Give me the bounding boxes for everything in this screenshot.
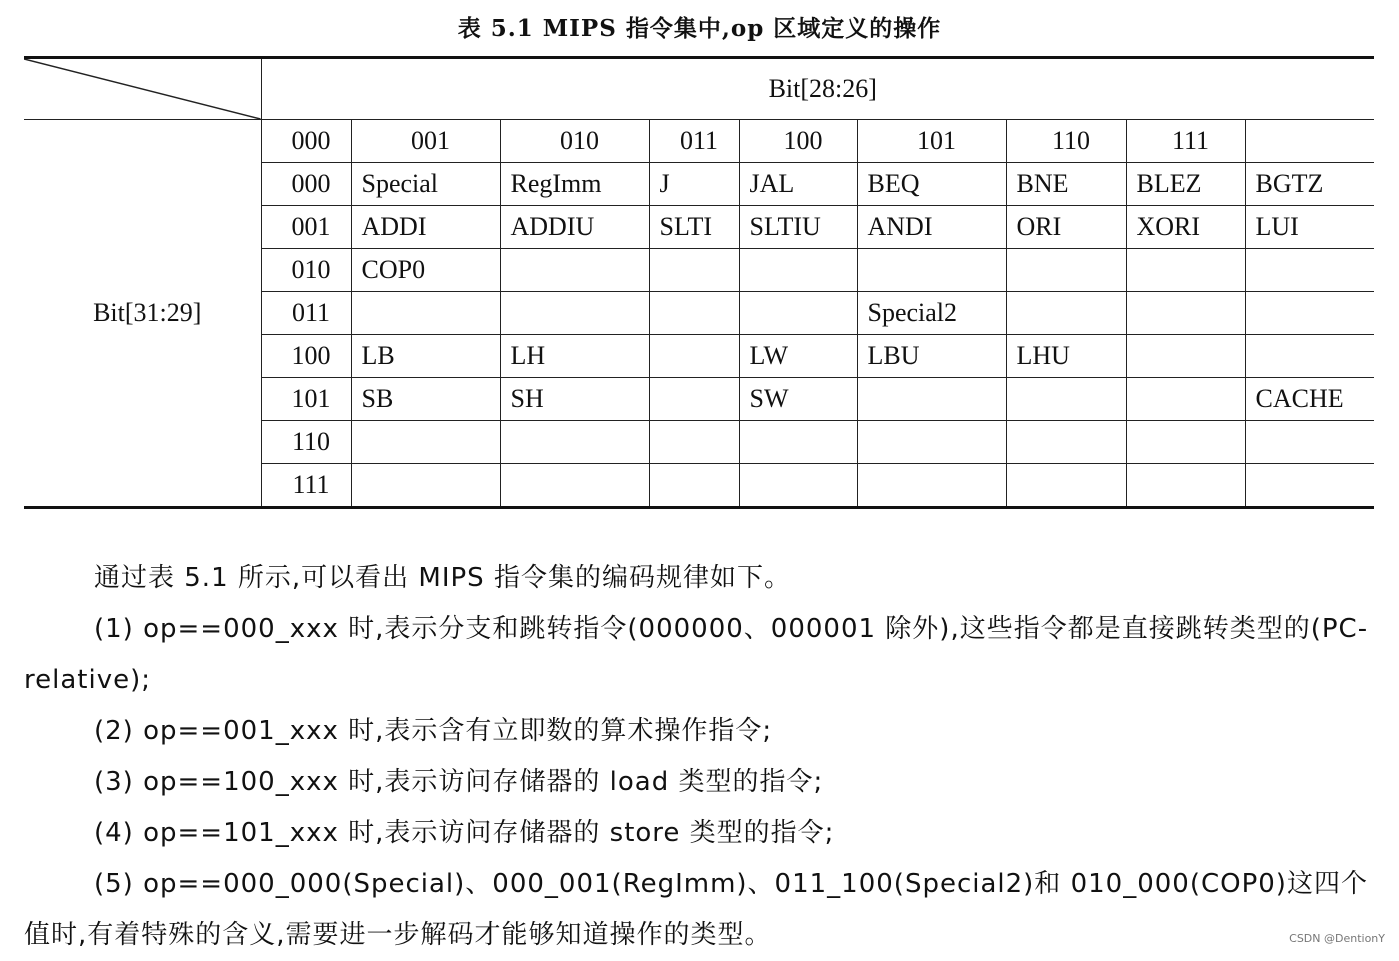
opcode-cell — [500, 421, 649, 464]
column-header: 010 — [500, 120, 649, 163]
column-header: 100 — [739, 120, 857, 163]
opcode-cell — [739, 249, 857, 292]
opcode-cell — [649, 249, 739, 292]
opcode-cell — [857, 464, 1006, 508]
opcode-cell — [857, 378, 1006, 421]
column-header: 111 — [1126, 120, 1245, 163]
rule-4-paragraph: (4) op==101_xxx 时,表示访问存储器的 store 类型的指令; — [94, 818, 835, 848]
opcode-cell: ADDIU — [500, 206, 649, 249]
opcode-cell — [649, 378, 739, 421]
opcode-cell — [739, 464, 857, 508]
rule-3-paragraph: (3) op==100_xxx 时,表示访问存储器的 load 类型的指令; — [94, 767, 824, 797]
row-header: 001 — [261, 206, 351, 249]
row-header: 100 — [261, 335, 351, 378]
opcode-cell: LH — [500, 335, 649, 378]
opcode-cell — [1126, 249, 1245, 292]
row-header: 011 — [261, 292, 351, 335]
opcode-cell — [1126, 464, 1245, 508]
opcode-cell — [857, 421, 1006, 464]
opcode-cell: BGTZ — [1245, 163, 1374, 206]
opcode-cell — [1126, 335, 1245, 378]
opcode-cell — [649, 335, 739, 378]
opcode-cell — [500, 249, 649, 292]
opcode-table-container — [24, 56, 1374, 509]
diagonal-corner-cell — [24, 58, 261, 120]
row-header-corner: 000 — [261, 120, 351, 163]
csdn-watermark: CSDN @DentionY — [1289, 932, 1385, 945]
opcode-cell: SB — [351, 378, 500, 421]
opcode-cell: LHU — [1006, 335, 1126, 378]
opcode-cell — [1006, 464, 1126, 508]
bit-31-29-label: Bit[31:29] — [24, 120, 261, 508]
opcode-cell — [1126, 292, 1245, 335]
opcode-cell — [351, 421, 500, 464]
opcode-table — [24, 56, 1374, 509]
opcode-cell: BNE — [1006, 163, 1126, 206]
opcode-cell: XORI — [1126, 206, 1245, 249]
opcode-cell: BLEZ — [1126, 163, 1245, 206]
rule-5-paragraph: (5) op==000_000(Special)、000_001(RegImm)、011_100(Special2)和 010_000(COP0)这四个值时,有着特殊的含义,需要进一步解码才能够知道操作的类型。 — [24, 869, 1368, 950]
opcode-cell: CACHE — [1245, 378, 1374, 421]
opcode-cell: Special — [351, 163, 500, 206]
header-row-top — [24, 58, 1374, 120]
opcode-cell: Special2 — [857, 292, 1006, 335]
opcode-cell — [739, 421, 857, 464]
rule-1-paragraph: (1) op==000_xxx 时,表示分支和跳转指令(000000、000001 除外),这些指令都是直接跳转类型的(PC-relative); — [24, 614, 1369, 695]
opcode-cell — [351, 464, 500, 508]
opcode-cell — [1006, 378, 1126, 421]
opcode-cell: COP0 — [351, 249, 500, 292]
row-header: 101 — [261, 378, 351, 421]
column-header-empty — [1245, 120, 1374, 163]
column-header: 110 — [1006, 120, 1126, 163]
opcode-cell: SH — [500, 378, 649, 421]
opcode-cell: BEQ — [857, 163, 1006, 206]
opcode-cell: SLTI — [649, 206, 739, 249]
explanation-text — [24, 553, 1374, 961]
intro-paragraph: 通过表 5.1 所示,可以看出 MIPS 指令集的编码规律如下。 — [94, 563, 791, 593]
opcode-cell: SLTIU — [739, 206, 857, 249]
opcode-cell: LW — [739, 335, 857, 378]
opcode-cell — [649, 421, 739, 464]
opcode-cell: LBU — [857, 335, 1006, 378]
row-header: 010 — [261, 249, 351, 292]
opcode-cell — [500, 464, 649, 508]
opcode-cell — [649, 464, 739, 508]
opcode-cell: SW — [739, 378, 857, 421]
diagonal-line-icon — [24, 59, 261, 119]
opcode-cell — [649, 292, 739, 335]
opcode-cell: ORI — [1006, 206, 1126, 249]
opcode-cell — [1006, 249, 1126, 292]
column-header: 101 — [857, 120, 1006, 163]
opcode-cell: RegImm — [500, 163, 649, 206]
column-header: 011 — [649, 120, 739, 163]
opcode-cell: ANDI — [857, 206, 1006, 249]
opcode-cell — [500, 292, 649, 335]
row-header: 110 — [261, 421, 351, 464]
row-header: 111 — [261, 464, 351, 508]
opcode-cell: ADDI — [351, 206, 500, 249]
opcode-cell — [1006, 292, 1126, 335]
opcode-cell — [351, 292, 500, 335]
opcode-cell: JAL — [739, 163, 857, 206]
opcode-cell: J — [649, 163, 739, 206]
opcode-cell — [739, 292, 857, 335]
column-header-row — [24, 120, 1374, 163]
opcode-cell — [1245, 335, 1374, 378]
opcode-cell — [1245, 464, 1374, 508]
opcode-cell — [1126, 378, 1245, 421]
opcode-cell — [1126, 421, 1245, 464]
column-header: 001 — [351, 120, 500, 163]
opcode-cell — [1245, 292, 1374, 335]
opcode-cell: LB — [351, 335, 500, 378]
opcode-cell — [857, 249, 1006, 292]
table-caption: 表 5.1 MIPS 指令集中,op 区域定义的操作 — [457, 15, 942, 42]
bit-28-26-label: Bit[28:26] — [261, 58, 1374, 120]
row-header: 000 — [261, 163, 351, 206]
opcode-cell — [1006, 421, 1126, 464]
rule-2-paragraph: (2) op==001_xxx 时,表示含有立即数的算术操作指令; — [94, 716, 773, 746]
opcode-cell: LUI — [1245, 206, 1374, 249]
opcode-cell — [1245, 249, 1374, 292]
opcode-cell — [1245, 421, 1374, 464]
